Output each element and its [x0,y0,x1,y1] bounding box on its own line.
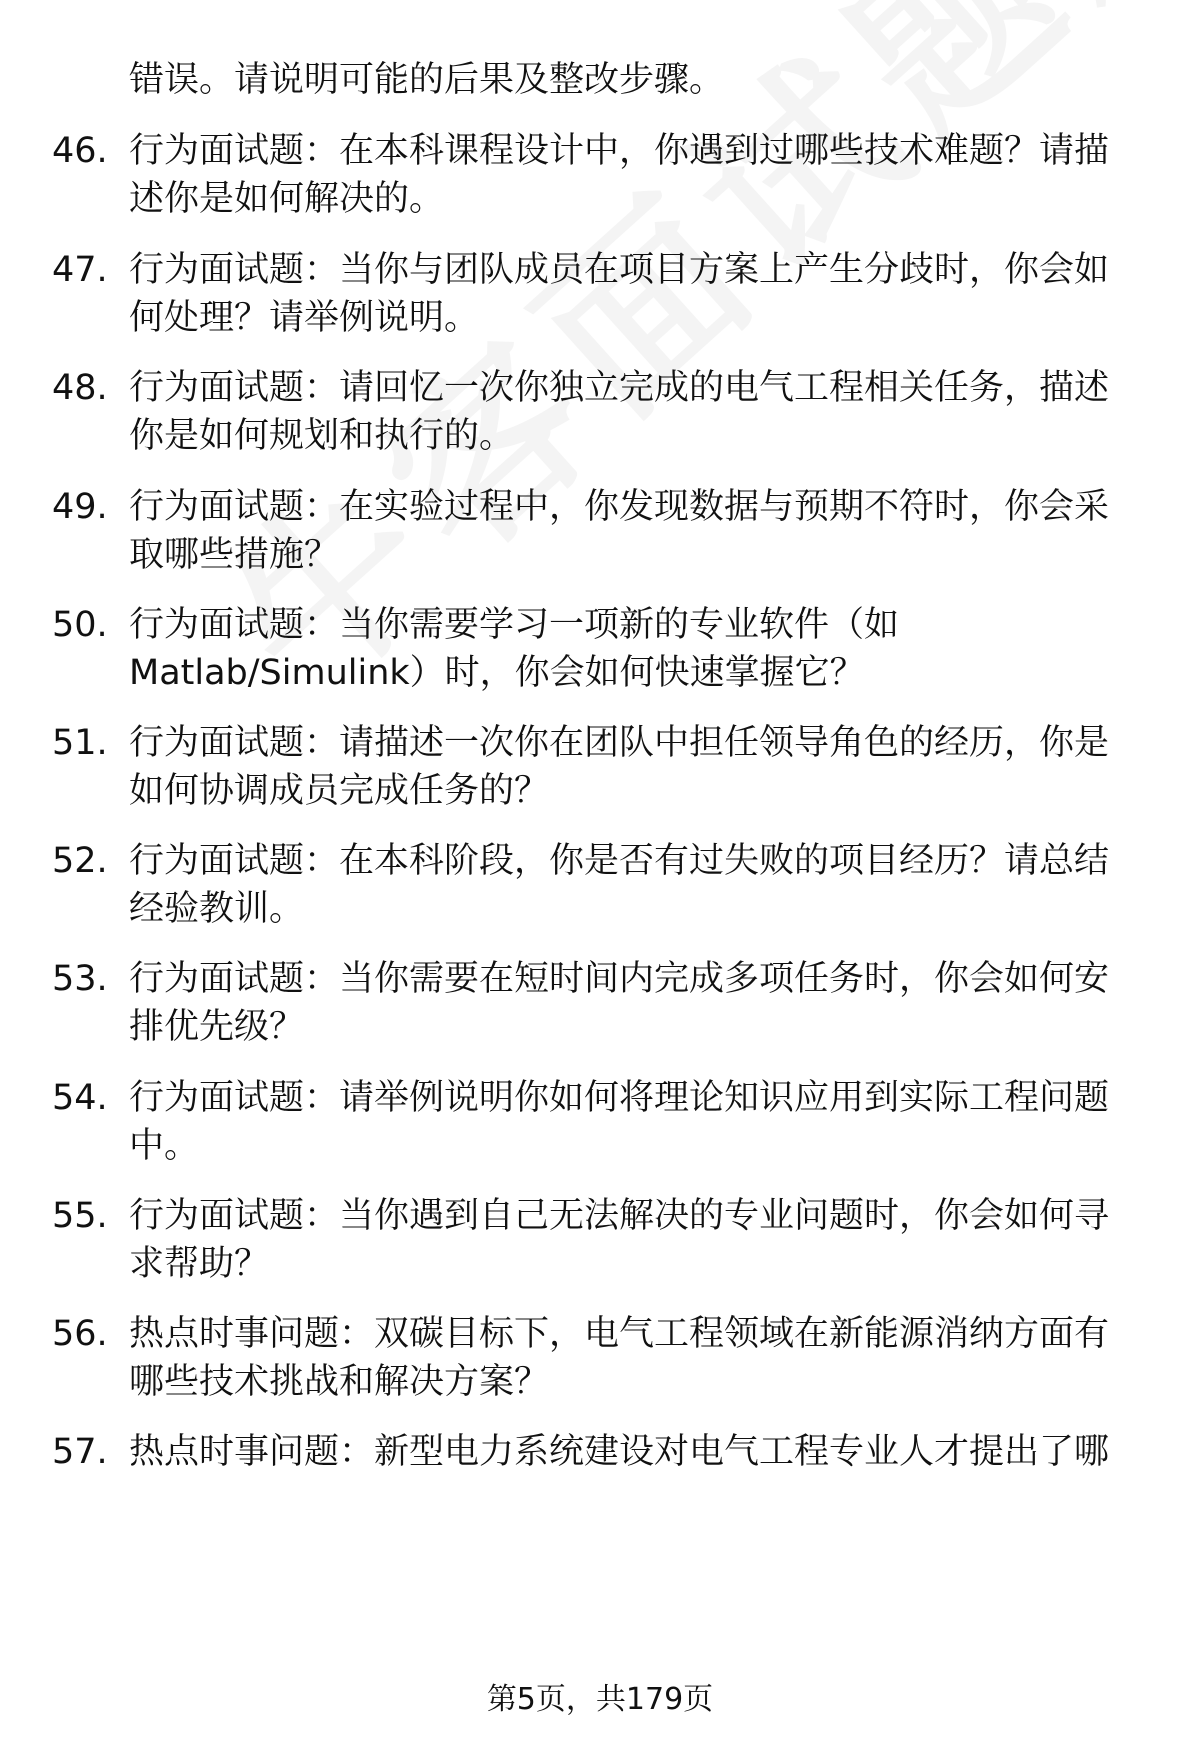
item-number: 55. [52,1196,108,1236]
item-number: 54. [52,1078,108,1118]
page-footer: 第5页，共179页 [486,1682,714,1717]
item-text: 行为面试题：当你需要学习一项新的专业软件（如 Matlab/Simulink）时，你会如何快速掌握它？ [129,605,900,693]
item-text: 行为面试题：当你遇到自己无法解决的专业问题时，你会如何寻 求帮助？ [129,1196,1110,1284]
item-number: 56. [52,1314,108,1354]
item-text: 行为面试题：在本科课程设计中，你遇到过哪些技术难题？请描 述你是如何解决的。 [129,131,1110,219]
item-number: 52. [52,841,108,881]
item-text: 热点时事问题：新型电力系统建设对电气工程专业人才提出了哪 [129,1432,1110,1472]
item-number: 49. [52,487,108,527]
item-text: 行为面试题：在本科阶段，你是否有过失败的项目经历？请总结 经验教训。 [129,841,1110,929]
item-text: 错误。请说明可能的后果及整改步骤。 [129,60,725,100]
item-text: 行为面试题：在实验过程中，你发现数据与预期不符时，你会采 取哪些措施？ [129,487,1110,575]
item-text: 行为面试题：请举例说明你如何将理论知识应用到实际工程问题 中。 [129,1078,1110,1166]
item-text: 行为面试题：当你与团队成员在项目方案上产生分歧时，你会如 何处理？请举例说明。 [129,250,1110,338]
item-text: 热点时事问题：双碳目标下，电气工程领域在新能源消纳方面有 哪些技术挑战和解决方案？ [129,1314,1110,1402]
item-number: 48. [52,368,108,408]
item-number: 46. [52,131,108,171]
item-number: 51. [52,723,108,763]
item-text: 行为面试题：当你需要在短时间内完成多项任务时，你会如何安 排优先级？ [129,959,1110,1047]
item-number: 53. [52,959,108,999]
item-number: 50. [52,605,108,645]
item-text: 行为面试题：请回忆一次你独立完成的电气工程相关任务，描述 你是如何规划和执行的。 [129,368,1110,456]
item-number: 57. [52,1432,108,1472]
item-text: 行为面试题：请描述一次你在团队中担任领导角色的经历，你是 如何协调成员完成任务的？ [129,723,1110,811]
item-number: 47. [52,250,108,290]
